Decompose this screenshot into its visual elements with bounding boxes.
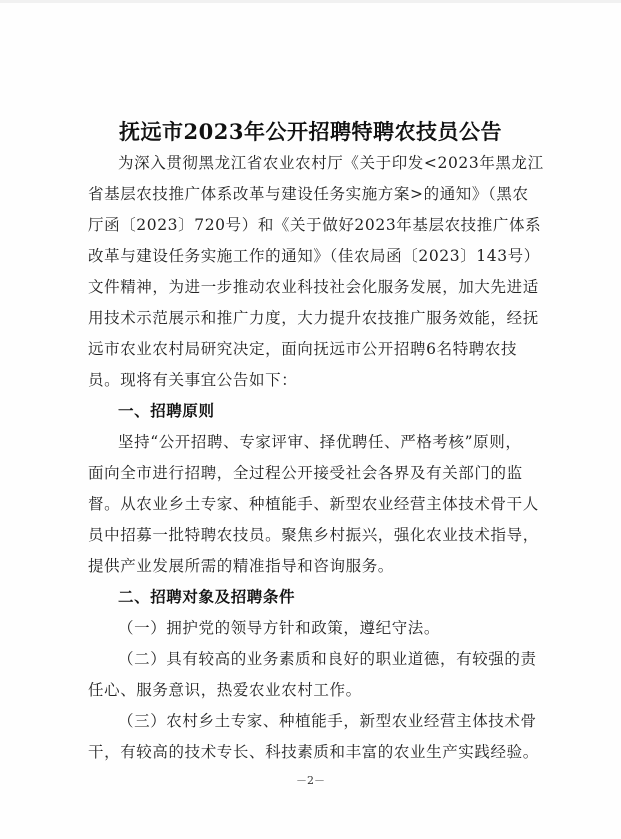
section-1-line-3: 督。从农业乡土专家、种植能手、新型农业经营主体技术骨干人 <box>88 495 539 513</box>
intro-line-8: 员。现将有关事宜公告如下： <box>88 371 298 389</box>
intro-line-2: 省基层农技推广体系改革与建设任务实施方案>的通知》（黑农 <box>88 185 529 203</box>
section-2-item-2-line-1: （二）具有较高的业务素质和良好的职业道德，有较强的责 <box>118 650 537 668</box>
document-title: 抚远市2023年公开招聘特聘农技员公告 <box>119 119 502 144</box>
intro-line-4: 改革与建设任务实施工作的通知》（佳农局函〔2023〕143号） <box>88 247 540 265</box>
section-1-line-5: 提供产业发展所需的精准指导和咨询服务。 <box>88 557 394 575</box>
intro-line-7: 远市农业农村局研究决定，面向抚远市公开招聘6名特聘农技 <box>88 340 518 358</box>
section-1-line-1: 坚持“公开招聘、专家评审、择优聘任、严格考核”原则， <box>118 433 522 451</box>
section-2-item-3-line-2: 干，有较高的技术专长、科技素质和丰富的农业生产实践经验。 <box>88 743 539 761</box>
intro-line-5: 文件精神，为进一步推动农业科技社会化服务发展，加大先进适 <box>88 278 539 296</box>
section-1-line-4: 员中招募一批特聘农技员。聚焦乡村振兴，强化农业技术指导， <box>88 526 539 544</box>
intro-line-6: 用技术示范展示和推广力度，大力提升农技推广服务效能，经抚 <box>88 309 539 327</box>
page-number: －2－ <box>296 774 325 787</box>
section-2-item-1: （一）拥护党的领导方针和政策，遵纪守法。 <box>118 619 441 637</box>
section-2-heading: 二、招聘对象及招聘条件 <box>118 588 296 606</box>
section-2-item-3-line-1: （三）农村乡土专家、种植能手，新型农业经营主体技术骨 <box>118 712 537 730</box>
section-2-item-2-line-2: 任心、服务意识，热爱农业农村工作。 <box>88 681 362 699</box>
section-1-line-2: 面向全市进行招聘，全过程公开接受社会各界及有关部门的监 <box>88 464 523 482</box>
section-1-heading: 一、招聘原则 <box>118 402 215 420</box>
intro-line-1: 为深入贯彻黑龙江省农业农村厅《关于印发<2023年黑龙江 <box>118 154 544 172</box>
intro-line-3: 厅函〔2023〕720号）和《关于做好2023年基层农技推广体系 <box>88 216 542 234</box>
scan-edge <box>0 0 621 3</box>
